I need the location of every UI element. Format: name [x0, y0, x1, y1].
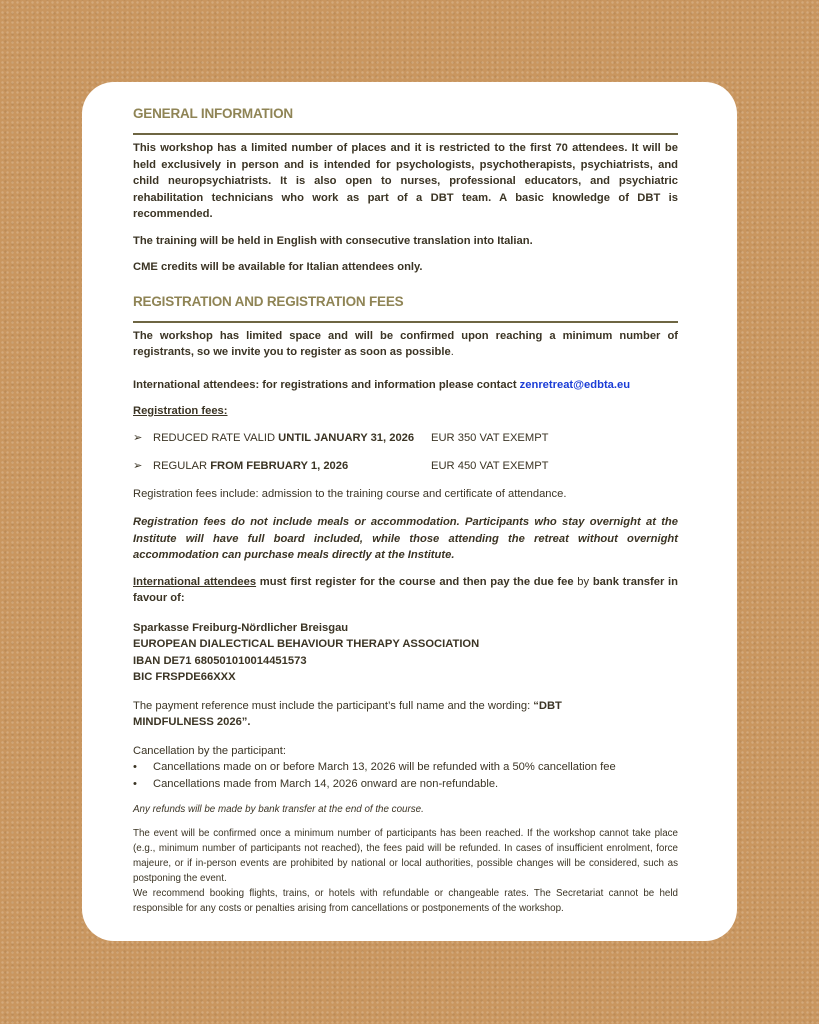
- general-paragraph-attendees: This workshop has a limited number of places and it is restricted to the first 70 attendees. It will be held exclusively in person and is intended for psychologists, psychotherapists, psychiatrists, and child neuropsychiatrists. It is also open to nurses, professional educators, and psychiatric rehabilitation technicians who work as part of a DBT team. A basic knowledge of DBT is recommended.: [133, 142, 678, 220]
- bullet-icon: •: [133, 761, 137, 773]
- fee-row-regular: ➢ REGULAR FROM FEBRUARY 1, 2026 EUR 450 VAT EXEMPT: [133, 459, 549, 472]
- info-card: [82, 82, 737, 941]
- heading-divider: [133, 321, 678, 323]
- bank-iban: IBAN DE71 680501010014451573: [133, 654, 307, 667]
- refunds-note: Any refunds will be made by bank transfer at the end of the course.: [133, 804, 424, 815]
- arrow-icon: ➢: [133, 431, 143, 444]
- booking-recommendation-note: We recommend booking flights, trains, or hotels with refundable or changeable rates. The Secretariat cannot be held responsible for any costs or penalties arising from cancellations or postponements of the workshop.: [133, 888, 678, 914]
- fee-row-reduced: ➢ REDUCED RATE VALID UNTIL JANUARY 31, 2026 EUR 350 VAT EXEMPT: [133, 431, 549, 444]
- event-confirmation-note: The event will be confirmed once a minimum number of participants has been reached. If the workshop cannot take place (e.g., minimum number of participants not reached), the fees paid will be refunded. In cases of insufficient enrolment, force majeure, or if in-person events are prohibited by national or local authorities, possible changes will be considered, such as postponing the event.: [133, 828, 678, 884]
- fee-price: EUR 350 VAT EXEMPT: [431, 431, 549, 444]
- list-item: • Cancellations made on or before March 13, 2026 will be refunded with a 50% cancellation fee: [133, 759, 678, 776]
- general-paragraph-language: The training will be held in English with consecutive translation into Italian.: [133, 234, 533, 247]
- cancellation-heading: Cancellation by the participant:: [133, 744, 286, 757]
- contact-email-link[interactable]: zenretreat@edbta.eu: [519, 378, 631, 391]
- fees-exclusions: Registration fees do not include meals or accommodation. Participants who stay overnight at the Institute will have full board included, while those attending the retreat without overnight accommodation can purchase meals directly at the Institute.: [133, 516, 678, 561]
- contact-line: International attendees: for registrations and information please contact zenretreat@edbta.eu: [133, 378, 631, 391]
- arrow-icon: ➢: [133, 459, 143, 472]
- general-paragraph-cme: CME credits will be available for Italian attendees only.: [133, 261, 423, 273]
- fees-include: Registration fees include: admission to the training course and certificate of attendance.: [133, 487, 567, 500]
- bank-bic: BIC FRSPDE66XXX: [133, 671, 236, 683]
- cancellation-list: [133, 759, 678, 793]
- payment-reference: The payment reference must include the participant’s full name and the wording: “DBT MINDFULNESS 2026”.: [133, 699, 562, 728]
- heading-divider: [133, 133, 678, 135]
- registration-intro: The workshop has limited space and will be confirmed upon reaching a minimum number of registrants, so we invite you to register as soon as possible.: [133, 329, 678, 358]
- fee-price: EUR 450 VAT EXEMPT: [431, 459, 549, 472]
- bank-name: Sparkasse Freiburg-Nördlicher Breisgau: [133, 621, 349, 634]
- international-payment-note: International attendees must first register for the course and then pay the due fee by bank transfer in favour of:: [133, 575, 678, 604]
- list-item: • Cancellations made from March 14, 2026 onward are non-refundable.: [133, 776, 678, 793]
- general-information-heading: GENERAL INFORMATION: [133, 106, 293, 121]
- fees-heading: Registration fees:: [133, 405, 228, 417]
- bank-account-holder: EUROPEAN DIALECTICAL BEHAVIOUR THERAPY ASSOCIATION: [133, 638, 480, 650]
- bank-details: [133, 620, 678, 686]
- registration-heading: REGISTRATION AND REGISTRATION FEES: [133, 293, 404, 309]
- bullet-icon: •: [133, 778, 137, 790]
